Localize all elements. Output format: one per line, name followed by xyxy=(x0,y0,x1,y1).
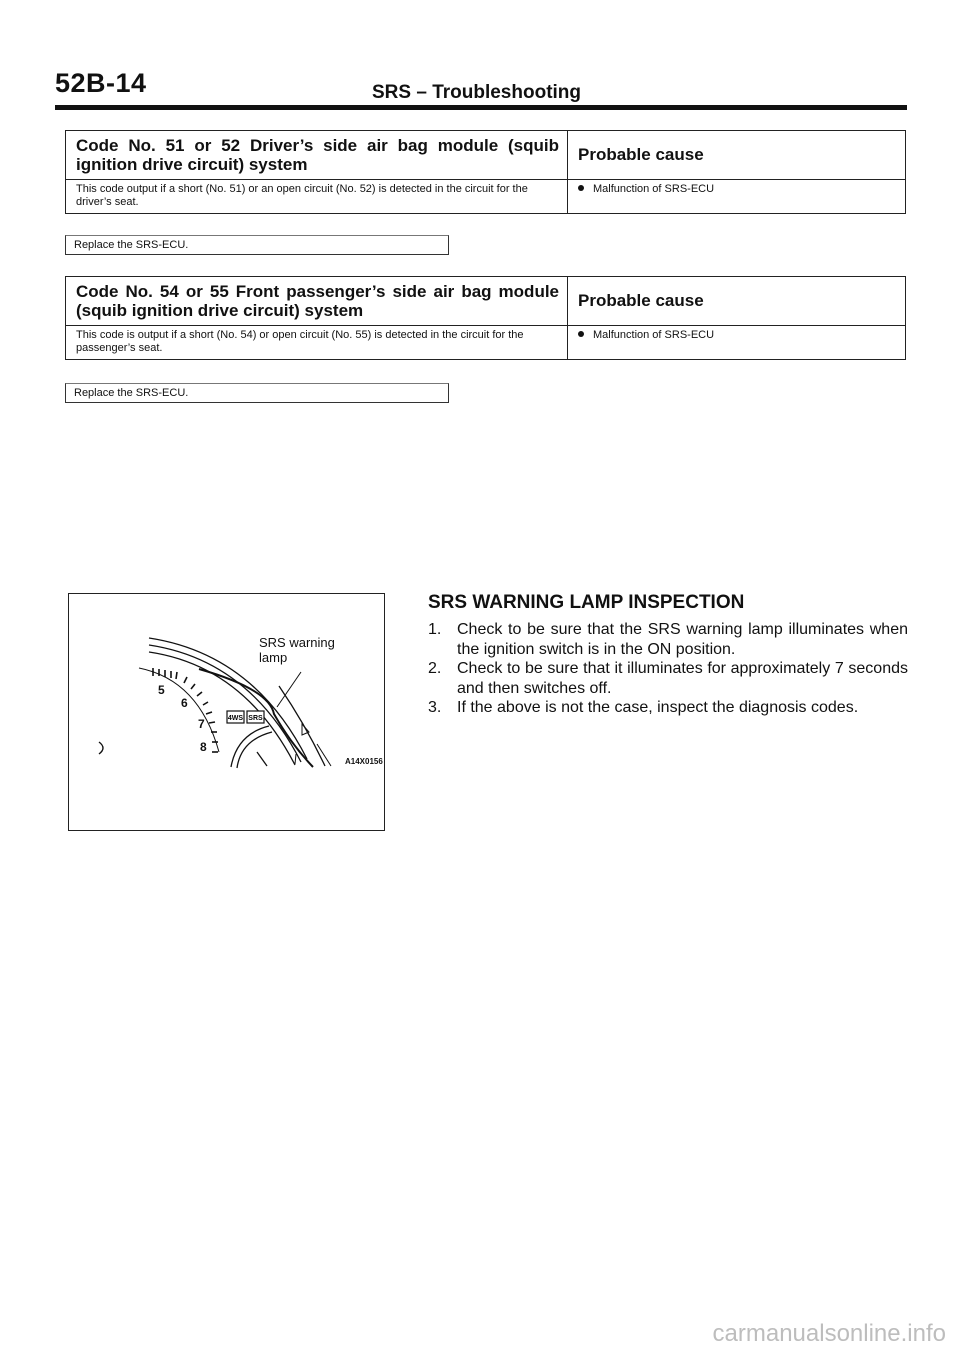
code-table-51-52 xyxy=(65,130,906,214)
header-rule xyxy=(55,105,907,110)
page-number: 52B-14 xyxy=(55,68,147,98)
probable-cause-text: Malfunction of SRS-ECU xyxy=(593,183,715,195)
code-title: Code No. 51 or 52 Driver’s side air bag module (squib ignition drive circuit) system xyxy=(66,131,568,179)
code-title: Code No. 54 or 55 Front passenger’s side air bag module (squib ignition drive circuit) system xyxy=(66,277,568,325)
bullet-icon xyxy=(578,185,584,191)
probable-cause-item xyxy=(568,326,905,359)
callout-line-1: SRS warning xyxy=(259,635,335,650)
inspection-title: SRS WARNING LAMP INSPECTION xyxy=(428,592,745,613)
warning-lamp-figure xyxy=(68,593,385,831)
inspection-step xyxy=(428,698,908,718)
action-box-51-52: Replace the SRS-ECU. xyxy=(65,235,449,255)
inspection-steps xyxy=(428,620,908,718)
probable-cause-item xyxy=(568,180,905,213)
watermark-text: carmanualsonline.info xyxy=(712,1320,946,1347)
dial-label-5: 5 xyxy=(158,683,165,697)
instrument-cluster-illustration xyxy=(69,594,386,832)
srs-warning-lamp-callout xyxy=(259,635,335,665)
code-description: This code is output if a short (No. 54) or open circuit (No. 55) is detected in the circuit for the passenger’s seat. xyxy=(66,326,568,359)
inspection-step xyxy=(428,659,908,698)
probable-cause-text: Malfunction of SRS-ECU xyxy=(593,329,715,341)
callout-line-2: lamp xyxy=(259,650,288,665)
probable-cause-header: Probable cause xyxy=(578,291,704,310)
inspection-step xyxy=(428,620,908,659)
indicator-4ws-label: 4WS xyxy=(227,715,244,722)
figure-id: A14X0156 xyxy=(345,757,383,766)
code-table-54-55 xyxy=(65,276,906,360)
page-title: SRS – Troubleshooting xyxy=(372,82,582,103)
code-description: This code output if a short (No. 51) or an open circuit (No. 52) is detected in the circuit for the driver’s seat. xyxy=(66,180,568,213)
dial-label-7: 7 xyxy=(198,717,205,731)
action-box-54-55: Replace the SRS-ECU. xyxy=(65,383,449,403)
step-number: 2. xyxy=(428,660,442,677)
dial-label-8: 8 xyxy=(200,740,207,754)
step-number: 3. xyxy=(428,699,442,716)
step-text: If the above is not the case, inspect the diagnosis codes. xyxy=(457,699,859,716)
step-text: Check to be sure that the SRS warning lamp illuminates when the ignition switch is in the ON position. xyxy=(457,621,908,658)
probable-cause-header: Probable cause xyxy=(578,145,704,164)
indicator-srs-label: SRS xyxy=(248,715,263,722)
dial-label-6: 6 xyxy=(181,696,188,710)
bullet-icon xyxy=(578,331,584,337)
dial-ticks xyxy=(153,668,218,752)
step-text: Check to be sure that it illuminates for approximately 7 seconds and then switches off. xyxy=(457,660,908,697)
step-number: 1. xyxy=(428,621,442,638)
